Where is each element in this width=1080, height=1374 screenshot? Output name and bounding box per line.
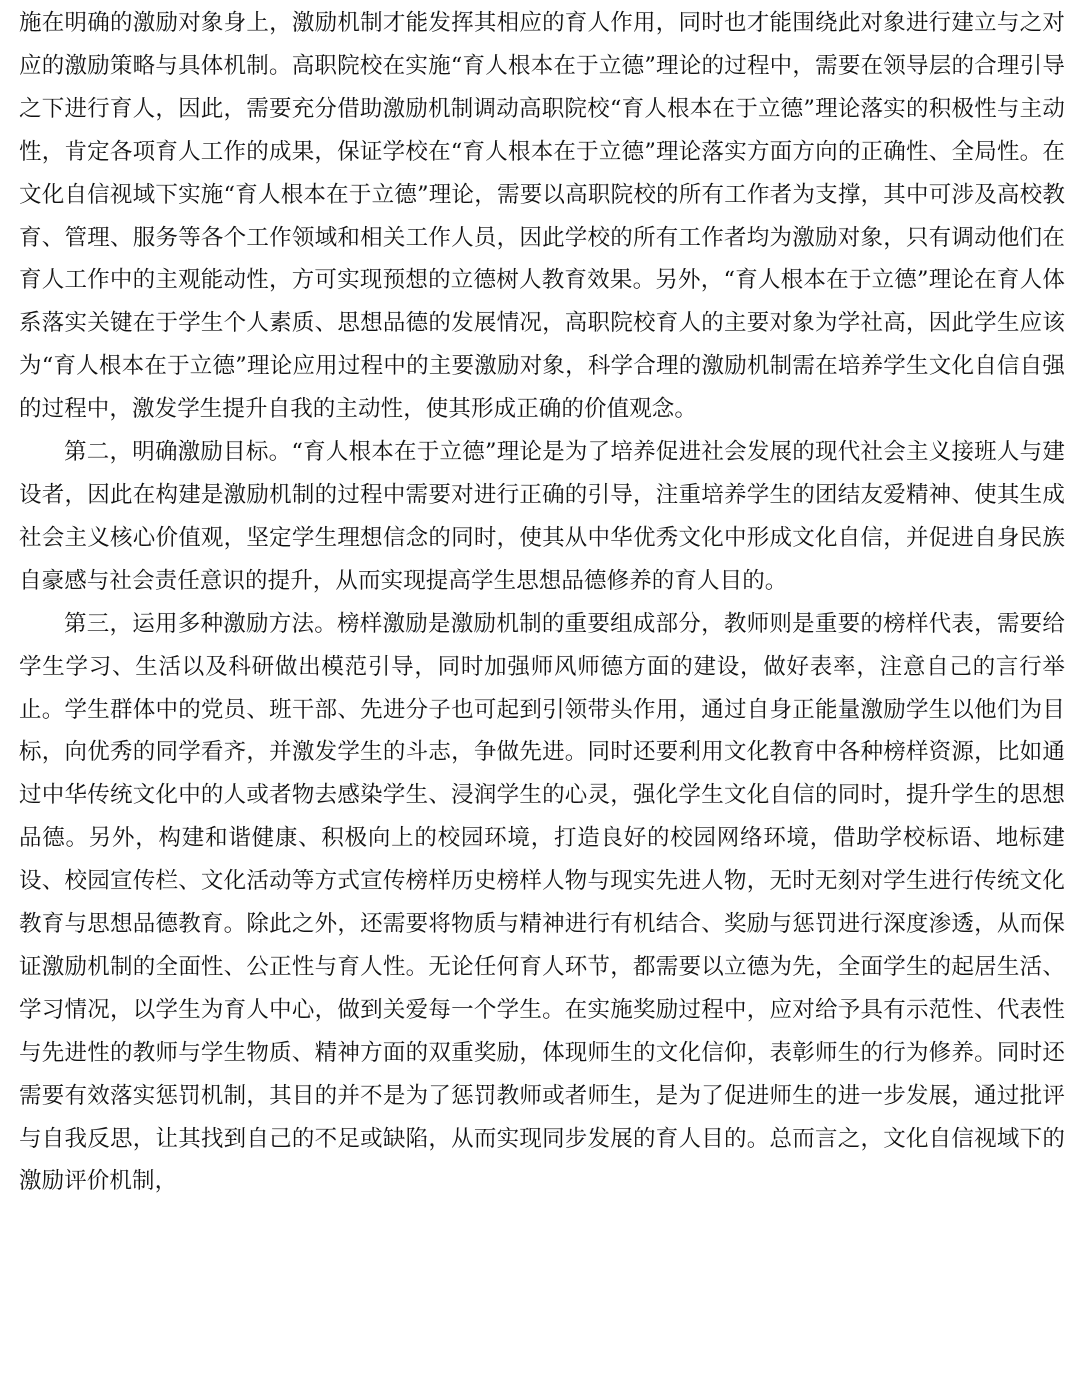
paragraph-incentive-goal: 第二，明确激励目标。“育人根本在于立德”理论是为了培养促进社会发展的现代社会主义接班人与建设者，因此在构建是激励机制的过程中需要对进行正确的引导，注重培养学生的团结友爱精神、使其生成社会主义核心价值观，坚定学生理想信念的同时，使其从中华优秀文化中形成文化自信，并促进自身民族自豪感与社会责任意识的提升，从而实现提高学生思想品德修养的育人目的。 xyxy=(19,439,1065,594)
document-page xyxy=(19,2,1065,1203)
paragraph-incentive-object: 施在明确的激励对象身上，激励机制才能发挥其相应的育人作用，同时也才能围绕此对象进行建立与之对应的激励策略与具体机制。高职院校在实施“育人根本在于立德”理论的过程中，需要在领导层的合理引导之下进行育人，因此，需要充分借助激励机制调动高职院校“育人根本在于立德”理论落实的积极性与主动性，肯定各项育人工作的成果，保证学校在“育人根本在于立德”理论落实方面方向的正确性、全局性。在文化自信视域下实施“育人根本在于立德”理论，需要以高职院校的所有工作者为支撑，其中可涉及高校教育、管理、服务等各个工作领域和相关工作人员，因此学校的所有工作者均为激励对象，只有调动他们在育人工作中的主观能动性，方可实现预想的立德树人教育效果。另外，“育人根本在于立德”理论在育人体系落实关键在于学生个人素质、思想品德的发展情况，高职院校育人的主要对象为学社高，因此学生应该为“育人根本在于立德”理论应用过程中的主要激励对象，科学合理的激励机制需在培养学生文化自信自强的过程中，激发学生提升自我的主动性，使其形成正确的价值观念。 xyxy=(19,10,1065,423)
paragraph-incentive-methods: 第三，运用多种激励方法。榜样激励是激励机制的重要组成部分，教师则是重要的榜样代表，需要给学生学习、生活以及科研做出模范引导，同时加强师风师德方面的建设，做好表率，注意自己的言行举止。学生群体中的党员、班干部、先进分子也可起到引领带头作用，通过自身正能量激励学生以他们为目标，向优秀的同学看齐，并激发学生的斗志，争做先进。同时还要利用文化教育中各种榜样资源，比如通过中华传统文化中的人或者物去感染学生、浸润学生的心灵，强化学生文化自信的同时，提升学生的思想品德。另外，构建和谐健康、积极向上的校园环境，打造良好的校园网络环境，借助学校标语、地标建设、校园宣传栏、文化活动等方式宣传榜样历史榜样人物与现实先进人物，无时无刻对学生进行传统文化教育与思想品德教育。除此之外，还需要将物质与精神进行有机结合、奖励与惩罚进行深度渗透，从而保证激励机制的全面性、公正性与育人性。无论任何育人环节，都需要以立德为先，全面学生的起居生活、学习情况，以学生为育人中心，做到关爱每一个学生。在实施奖励过程中，应对给予具有示范性、代表性与先进性的教师与学生物质、精神方面的双重奖励，体现师生的文化信仰，表彰师生的行为修养。同时还需要有效落实惩罚机制，其目的并不是为了惩罚教师或者师生，是为了促进师生的进一步发展，通过批评与自我反思，让其找到自己的不足或缺陷，从而实现同步发展的育人目的。总而言之，文化自信视域下的激励评价机制， xyxy=(19,610,1065,1195)
